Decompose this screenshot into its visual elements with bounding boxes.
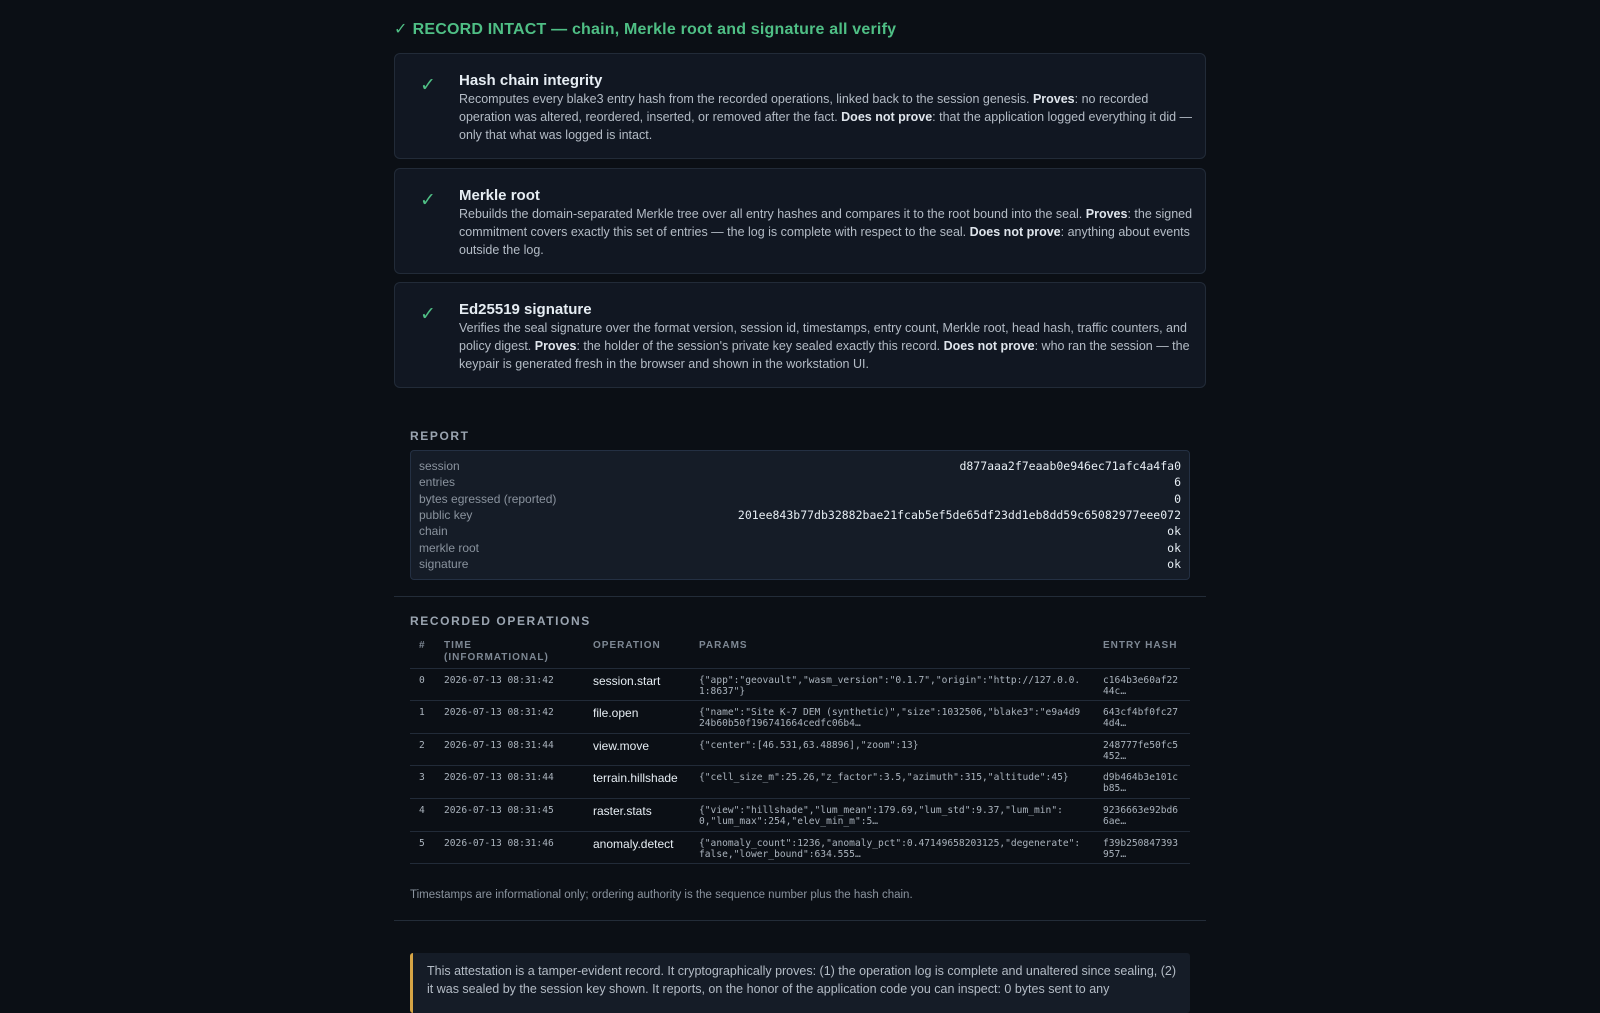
check-card-hash-chain — [394, 53, 1206, 159]
check-card-merkle-root — [394, 168, 1206, 274]
col-time: TIME (INFORMATIONAL) — [444, 640, 549, 663]
col-operation: OPERATION — [593, 640, 661, 651]
table-row: 3 2026-07-13 08:31:44 terrain.hillshade {"cell_size_m":25.26,"z_factor":3.5,"azimuth":315,"altitude":45} d9b464b3e101cb85… — [410, 765, 1190, 797]
timestamp-note: Timestamps are informational only; ordering authority is the sequence number plus the hash chain. — [410, 889, 913, 901]
check-card-signature — [394, 282, 1206, 388]
operations-heading: RECORDED OPERATIONS — [410, 614, 591, 628]
attestation-notice: This attestation is a tamper-evident record. It cryptographically proves: (1) the operation log is complete and unaltered since sealing, (2) it was sealed by the session key shown. It reports, on the honor of the application code you can inspect: 0 bytes sent to any — [410, 953, 1190, 1013]
check-icon: ✓ — [394, 21, 408, 38]
report-row-session: session d877aaa2f7eaab0e946ec71afc4a4fa0 — [419, 459, 1181, 473]
col-num: # — [419, 640, 426, 651]
status-text: RECORD INTACT — chain, Merkle root and signature all verify — [412, 21, 897, 38]
verification-status — [394, 19, 896, 39]
report-row-public-key: public key 201ee843b77db32882bae21fcab5ef5de65df23dd1eb8dd59c65082977eee072 — [419, 508, 1181, 522]
check-icon: ✓ — [420, 75, 436, 96]
report-row-signature: signature ok — [419, 557, 1181, 571]
report-row-merkle: merkle root ok — [419, 541, 1181, 555]
table-row: 5 2026-07-13 08:31:46 anomaly.detect {"anomaly_count":1236,"anomaly_pct":0.47149658203125,"degenerate":false,"lower_bound":634.555… f39b250847393957… — [410, 831, 1190, 863]
check-title: Ed25519 signature — [459, 301, 592, 318]
table-row: 1 2026-07-13 08:31:42 file.open {"name":"Site K-7 DEM (synthetic)","size":1032506,"blake3":"e9a4d924b60b50f196741664cedfc06b4… 643cf4bf0fc274d4… — [410, 700, 1190, 732]
report-box — [410, 450, 1190, 580]
check-icon: ✓ — [420, 190, 436, 211]
check-title: Merkle root — [459, 187, 540, 204]
table-row: 2 2026-07-13 08:31:44 view.move {"center":[46.531,63.48896],"zoom":13} 248777fe50fc5452… — [410, 733, 1190, 765]
check-description: Rebuilds the domain-separated Merkle tree over all entry hashes and compares it to the root bound into the seal. Proves: the signed commitment covers exactly this set of entries — the log is complete with respect to the seal. Does not prove: anything about events outside the log. — [459, 207, 1193, 257]
table-bottom-border — [410, 863, 1190, 864]
report-row-chain: chain ok — [419, 524, 1181, 538]
check-icon: ✓ — [420, 304, 436, 325]
divider — [394, 596, 1206, 597]
check-description: Recomputes every blake3 entry hash from the recorded operations, linked back to the session genesis. Proves: no recorded operation was altered, reordered, inserted, or removed after the fact. Does not prove: that the application logged everything it did — only that what was logged is intact. — [459, 92, 1193, 142]
check-title: Hash chain integrity — [459, 72, 603, 89]
divider — [394, 920, 1206, 921]
check-description: Verifies the seal signature over the format version, session id, timestamps, entry count, Merkle root, head hash, traffic counters, and policy digest. Proves: the holder of the session's private key sealed exactly this record. Does not prove: who ran the session — the keypair is generated fresh in the browser and shown in the workstation UI. — [459, 321, 1190, 371]
report-row-bytes: bytes egressed (reported) 0 — [419, 492, 1181, 506]
table-row: 0 2026-07-13 08:31:42 session.start {"app":"geovault","wasm_version":"0.1.7","origin":"http://127.0.0.1:8637"} c164b3e60af2244c… — [410, 668, 1190, 700]
report-heading: REPORT — [410, 429, 470, 443]
col-hash: ENTRY HASH — [1103, 640, 1178, 651]
col-params: PARAMS — [699, 640, 748, 651]
report-row-entries: entries 6 — [419, 475, 1181, 489]
table-row: 4 2026-07-13 08:31:45 raster.stats {"view":"hillshade","lum_mean":179.69,"lum_std":9.37,"lum_min":0,"lum_max":254,"elev_min_m":5… 9236663e92bd66ae… — [410, 798, 1190, 830]
